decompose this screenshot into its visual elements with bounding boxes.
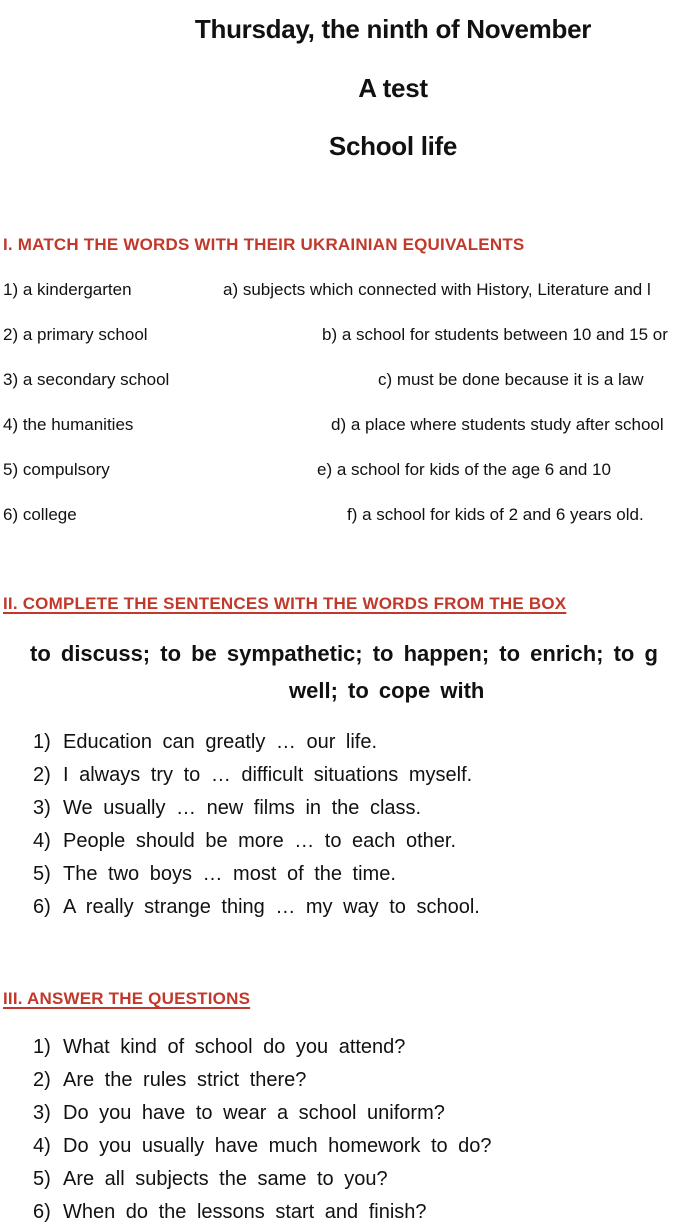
test-title: A test xyxy=(358,73,428,103)
match-word-5: 5) compulsory xyxy=(3,460,110,479)
list-item: 2) Are the rules strict there? xyxy=(33,1069,307,1091)
word-box-line-2: well; to cope with xyxy=(289,678,485,703)
match-definition-c: c) must be done because it is a law xyxy=(378,370,644,389)
section-2-heading: II. COMPLETE THE SENTENCES WITH THE WORDS FROM THE BOX xyxy=(3,594,567,613)
section-1-heading: I. MATCH THE WORDS WITH THEIR UKRAINIAN EQUIVALENTS xyxy=(3,235,525,254)
match-definition-f: f) a school for kids of 2 and 6 years old. xyxy=(347,505,644,524)
sentence-list xyxy=(33,726,480,924)
list-item: 4) People should be more … to each other. xyxy=(33,830,457,852)
match-word-2: 2) a primary school xyxy=(3,325,148,344)
match-definition-b: b) a school for students between 10 and 15 or xyxy=(322,325,668,344)
list-item: 3) Do you have to wear a school uniform? xyxy=(33,1102,445,1124)
list-item: 4) Do you usually have much homework to do? xyxy=(33,1135,492,1157)
match-word-3: 3) a secondary school xyxy=(3,370,170,389)
match-definition-a: a) subjects which connected with History, Literature and l xyxy=(223,280,651,299)
word-box-line-1: to discuss; to be sympathetic; to happen; to enrich; to g xyxy=(30,641,658,666)
list-item: 3) We usually … new films in the class. xyxy=(33,797,422,819)
question-list xyxy=(33,1031,492,1229)
list-item: 5) The two boys … most of the time. xyxy=(33,863,396,885)
list-item: 1) Education can greatly … our life. xyxy=(33,731,378,753)
match-definition-d: d) a place where students study after school xyxy=(331,415,664,434)
match-definition-e: e) a school for kids of the age 6 and 10 xyxy=(317,460,611,479)
list-item: 6) A really strange thing … my way to school. xyxy=(33,896,480,918)
topic-title: School life xyxy=(328,131,458,161)
match-word-6: 6) college xyxy=(3,505,77,524)
match-word-4: 4) the humanities xyxy=(3,415,134,434)
match-word-1: 1) a kindergarten xyxy=(3,280,132,299)
list-item: 1) What kind of school do you attend? xyxy=(33,1036,406,1058)
section-3-heading: III. ANSWER THE QUESTIONS xyxy=(3,989,251,1008)
list-item: 6) When do the lessons start and finish? xyxy=(33,1201,427,1223)
document-date-title: Thursday, the ninth of November xyxy=(194,14,592,44)
list-item: 2) I always try to … difficult situations myself. xyxy=(33,764,473,786)
list-item: 5) Are all subjects the same to you? xyxy=(33,1168,388,1190)
